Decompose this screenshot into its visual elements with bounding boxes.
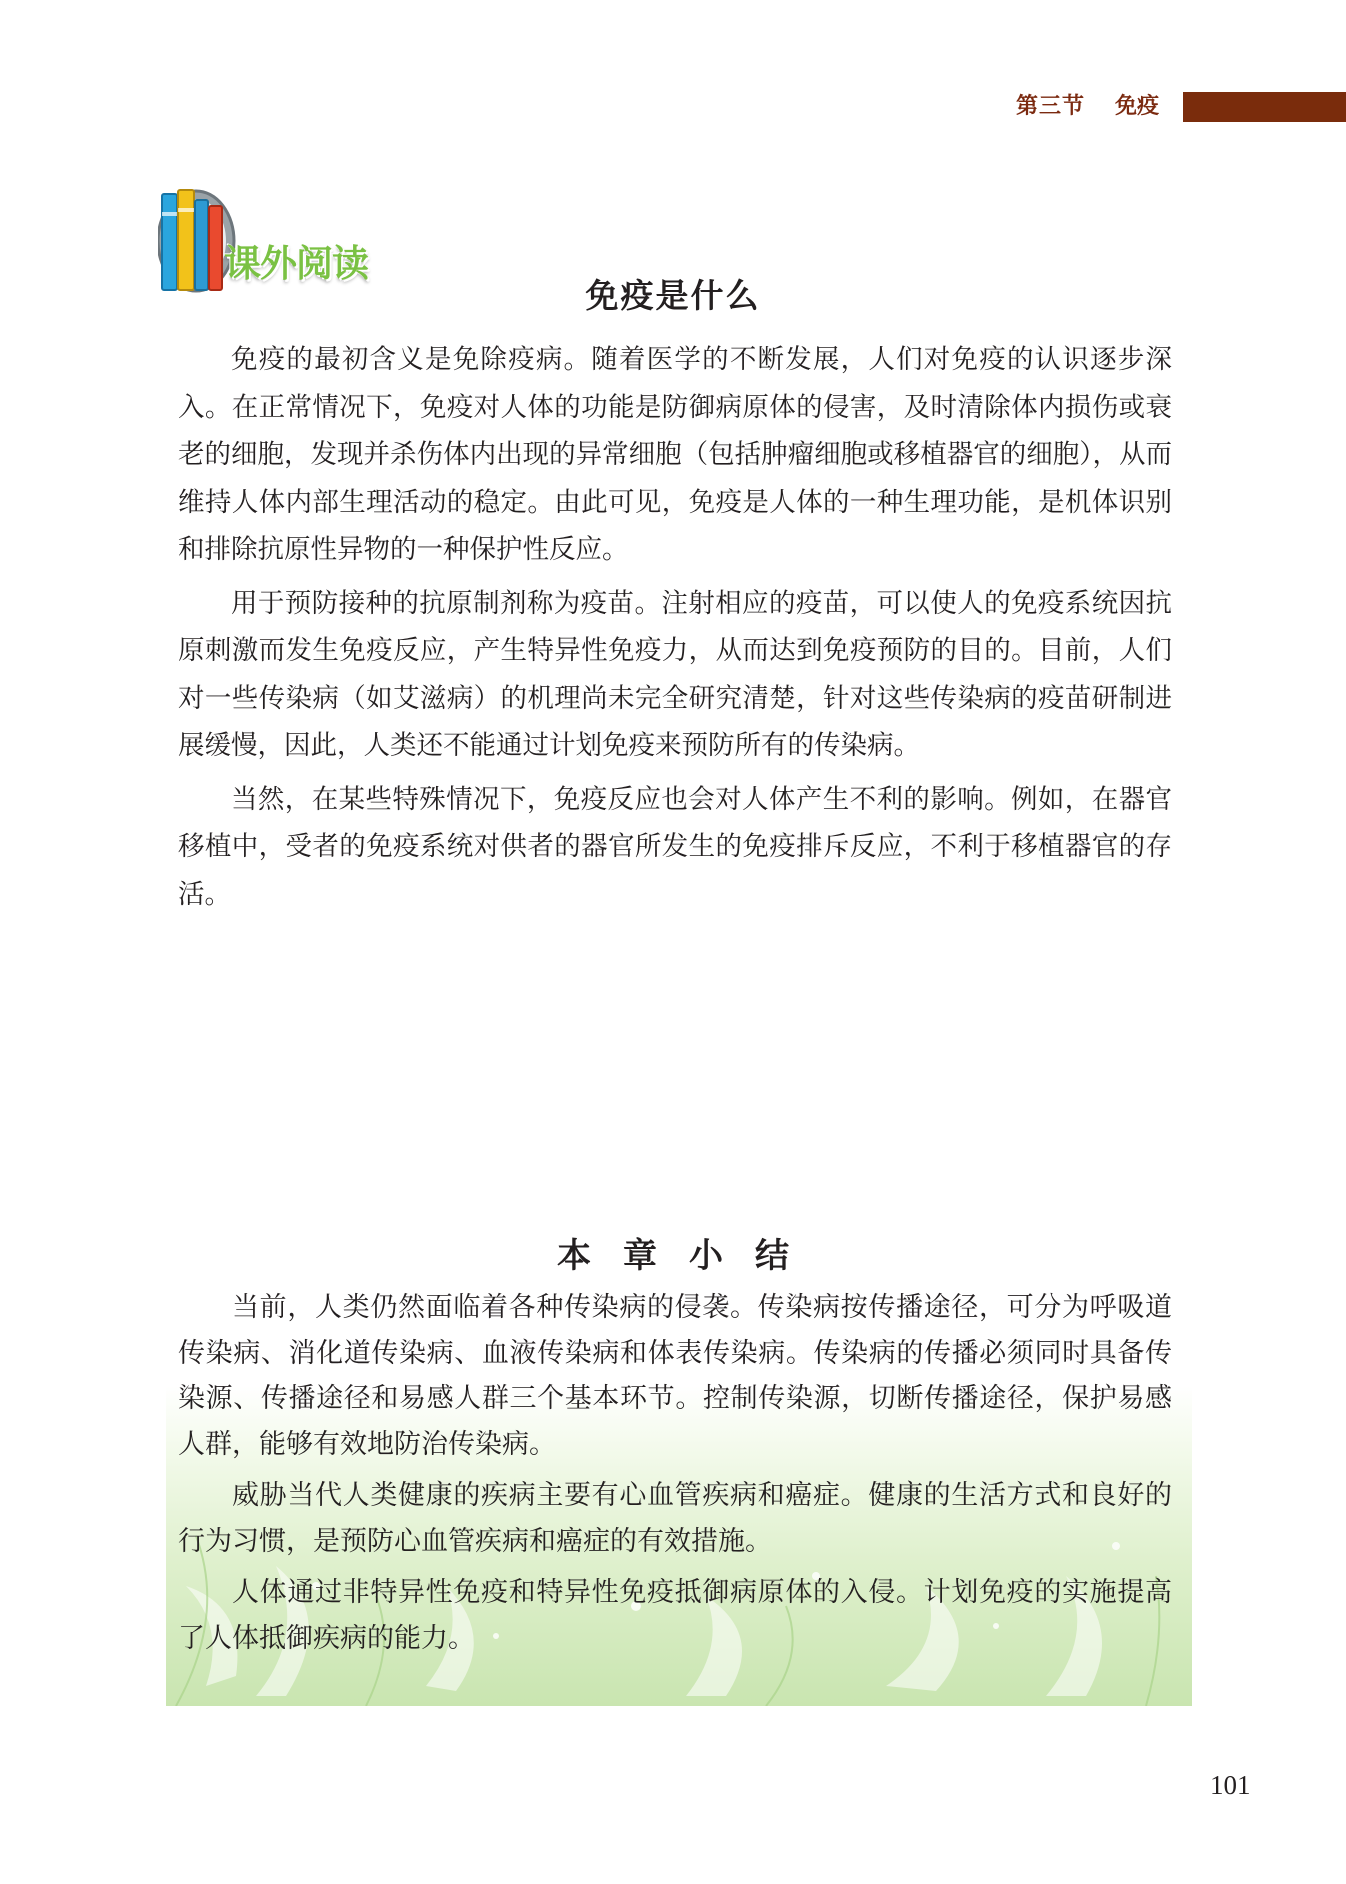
running-header	[1016, 88, 1159, 120]
article-paragraph: 用于预防接种的抗原制剂称为疫苗。注射相应的疫苗，可以使人的免疫系统因抗原刺激而发生免疫反应，产生特异性免疫力，从而达到免疫预防的目的。目前，人们对一些传染病（如艾滋病）的机理尚未完全研究清楚，针对这些传染病的疫苗研制进展缓慢，因此，人类还不能通过计划免疫来预防所有的传染病。	[178, 587, 1172, 761]
article-paragraph: 免疫的最初含义是免除疫病。随着医学的不断发展，人们对免疫的认识逐步深入。在正常情况下，免疫对人体的功能是防御病原体的侵害，及时清除体内损伤或衰老的细胞，发现并杀伤体内出现的异常细胞（包括肿瘤细胞或移植器官的细胞），从而维持人体内部生理活动的稳定。由此可见，免疫是人体的一种生理功能，是机体识别和排除抗原性异物的一种保护性反应。	[178, 344, 1172, 565]
summary-paragraph: 威胁当代人类健康的疾病主要有心血管疾病和癌症。健康的生活方式和良好的行为习惯，是预防心血管疾病和癌症的有效措施。	[178, 1480, 1172, 1557]
article-body	[178, 336, 1172, 924]
summary-title: 本章小结	[557, 1236, 821, 1276]
reading-badge-label: 课外阅读	[224, 242, 368, 285]
header-bar	[1183, 92, 1346, 122]
article-title: 免疫是什么	[585, 276, 761, 315]
section-label: 第三节	[1016, 93, 1086, 119]
summary-paragraph: 当前，人类仍然面临着各种传染病的侵袭。传染病按传播途径，可分为呼吸道传染病、消化道传染病、血液传染病和体表传染病。传染病的传播必须同时具备传染源、传播途径和易感人群三个基本环节。控制传染源，切断传播途径，保护易感人群，能够有效地防治传染病。	[178, 1292, 1172, 1460]
article-paragraph: 当然，在某些特殊情况下，免疫反应也会对人体产生不利的影响。例如，在器官移植中，受者的免疫系统对供者的器官所发生的免疫排斥反应，不利于移植器官的存活。	[178, 783, 1172, 910]
summary-paragraph: 人体通过非特异性免疫和特异性免疫抵御病原体的入侵。计划免疫的实施提高了人体抵御疾病的能力。	[178, 1577, 1172, 1654]
summary-body	[178, 1285, 1172, 1667]
section-topic: 免疫	[1115, 93, 1160, 119]
page-number: 101	[1210, 1770, 1251, 1800]
